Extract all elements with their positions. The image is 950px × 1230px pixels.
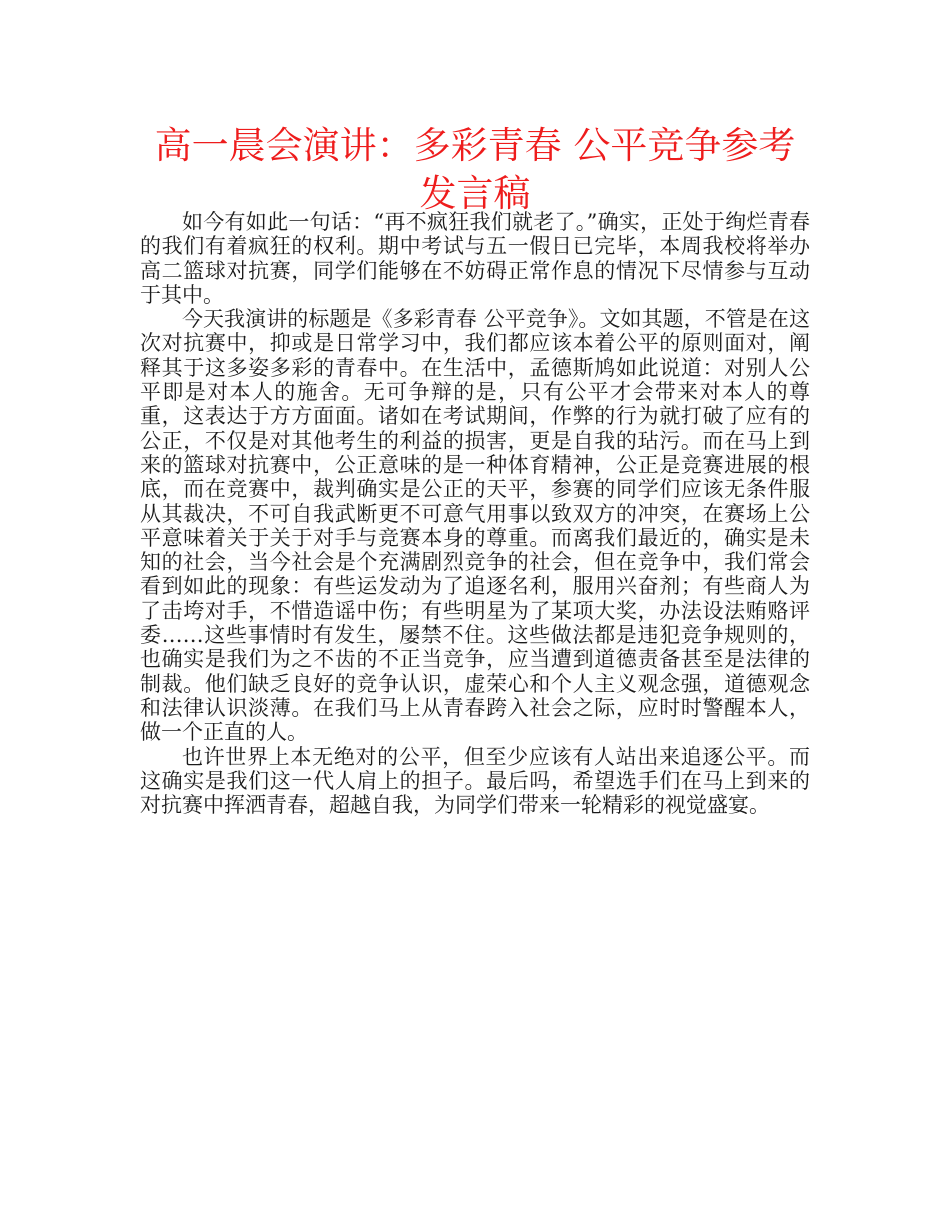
paragraph-main: 今天我演讲的标题是《多彩青春 公平竞争》。文如其题，不管是在这次对抗赛中，抑或是日常学习中，我们都应该本着公平的原则面对，阐释其于这多姿多彩的青春中。在生活中，孟德斯鸠如此说道：对别人公平即是对本人的施舍。无可争辩的是，只有公平才会带来对本人的尊重，这表达于方方面面。诸如在考试期间，作弊的行为就打破了应有的公正，不仅是对其他考生的利益的损害，更是自我的玷污。而在马上到来的篮球对抗赛中，公正意味的是一种体育精神，公正是竞赛进展的根底，而在竞赛中，裁判确实是公正的天平，参赛的同学们应该无条件服从其裁决，不可自我武断更不可意气用事以致双方的冲突，在赛场上公平意味着关于关于对手与竞赛本身的尊重。而离我们最近的，确实是未知的社会，当今社会是个充满剧烈竞争的社会，但在竞争中，我们常会看到如此的现象：有些运发动为了追逐名利，服用兴奋剂；有些商人为了击垮对手，不惜造谣中伤；有些明星为了某项大奖，办法设法贿赂评委……这些事情时有发生，屡禁不住。这些做法都是违犯竞争规则的，也确实是我们为之不齿的不正当竞争，应当遭到道德责备甚至是法律的制裁。他们缺乏良好的竞争认识，虚荣心和个人主义观念强，道德观念和法律认识淡薄。在我们马上从青春跨入社会之际，应时时警醒本人，做一个正直的人。 [140,307,810,745]
paragraph-conclusion: 也许世界上本无绝对的公平，但至少应该有人站出来追逐公平。而这确实是我们这一代人肩上的担子。最后吗，希望选手们在马上到来的对抗赛中挥洒青春，超越自我，为同学们带来一轮精彩的视觉盛宴。 [140,744,810,818]
document-title: 高一晨会演讲：多彩青春 公平竞争参考发言稿 [154,124,796,215]
document-body [140,210,810,817]
paragraph-intro: 如今有如此一句话：“再不疯狂我们就老了。”确实，正处于绚烂青春的我们有着疯狂的权利。期中考试与五一假日已完毕，本周我校将举办高二篮球对抗赛，同学们能够在不妨碍正常作息的情况下尽情参与互动于其中。 [140,210,810,307]
